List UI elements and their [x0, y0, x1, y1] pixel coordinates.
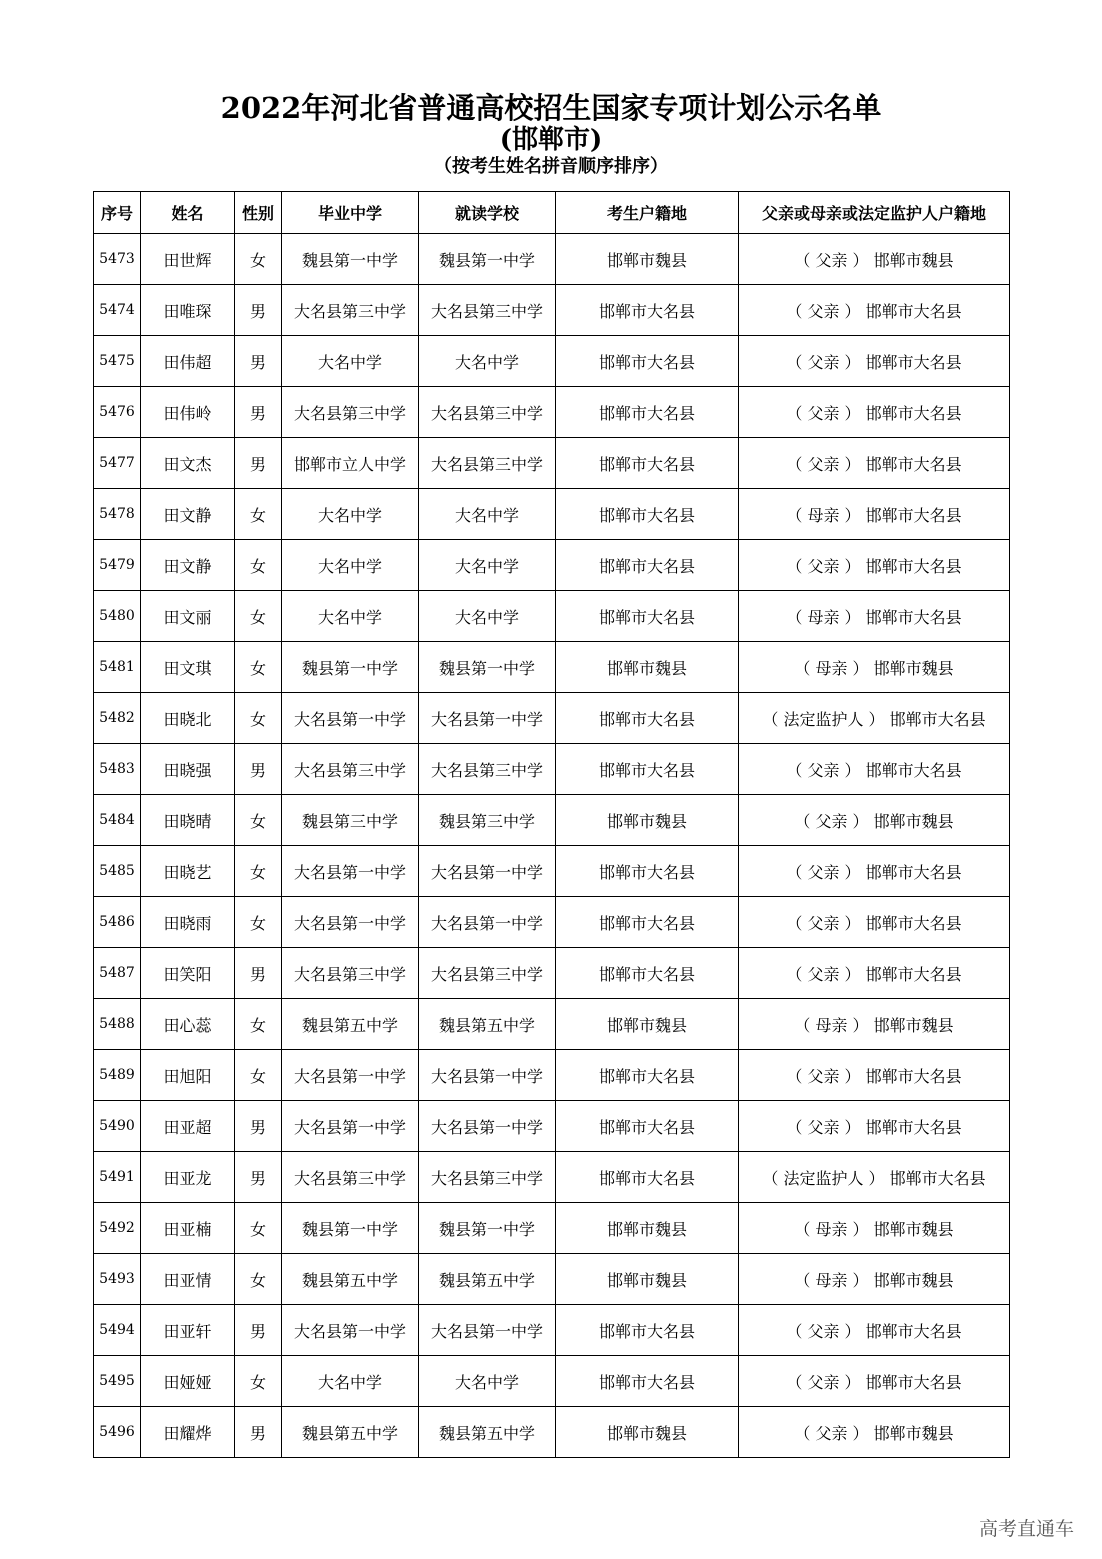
- cell-current-school: 魏县第五中学: [419, 1254, 556, 1305]
- cell-gender: 女: [235, 234, 282, 285]
- cell-name: 田文静: [141, 489, 235, 540]
- cell-current-school: 魏县第三中学: [419, 795, 556, 846]
- cell-graduate-school: 大名县第一中学: [282, 846, 419, 897]
- table-row: [94, 897, 1010, 948]
- cell-household: 邯郸市大名县: [556, 693, 739, 744]
- cell-gender: 男: [235, 438, 282, 489]
- header-seq: 序号: [94, 192, 141, 234]
- cell-name: 田伟岭: [141, 387, 235, 438]
- cell-gender: 男: [235, 387, 282, 438]
- cell-gender: 男: [235, 336, 282, 387]
- cell-name: 田旭阳: [141, 1050, 235, 1101]
- cell-current-school: 大名中学: [419, 489, 556, 540]
- cell-seq: 5477: [94, 438, 141, 489]
- cell-gender: 男: [235, 744, 282, 795]
- cell-seq: 5496: [94, 1407, 141, 1458]
- cell-name: 田晓北: [141, 693, 235, 744]
- cell-gender: 女: [235, 999, 282, 1050]
- cell-graduate-school: 魏县第五中学: [282, 999, 419, 1050]
- cell-graduate-school: 大名县第三中学: [282, 948, 419, 999]
- cell-guardian-household: （ 父亲 ） 邯郸市魏县: [739, 1407, 1010, 1458]
- table-row: [94, 387, 1010, 438]
- cell-seq: 5486: [94, 897, 141, 948]
- cell-seq: 5487: [94, 948, 141, 999]
- cell-household: 邯郸市大名县: [556, 540, 739, 591]
- cell-household: 邯郸市大名县: [556, 1050, 739, 1101]
- cell-name: 田亚轩: [141, 1305, 235, 1356]
- table-row: [94, 1101, 1010, 1152]
- cell-name: 田亚情: [141, 1254, 235, 1305]
- cell-household: 邯郸市大名县: [556, 285, 739, 336]
- cell-graduate-school: 大名中学: [282, 336, 419, 387]
- cell-gender: 女: [235, 846, 282, 897]
- cell-graduate-school: 大名县第一中学: [282, 1050, 419, 1101]
- cell-current-school: 大名中学: [419, 1356, 556, 1407]
- cell-graduate-school: 大名县第三中学: [282, 744, 419, 795]
- cell-name: 田心蕊: [141, 999, 235, 1050]
- cell-name: 田晓雨: [141, 897, 235, 948]
- table-row: [94, 1356, 1010, 1407]
- cell-gender: 男: [235, 1305, 282, 1356]
- header-guardian-household: 父亲或母亲或法定监护人户籍地: [739, 192, 1010, 234]
- cell-guardian-household: （ 父亲 ） 邯郸市大名县: [739, 1050, 1010, 1101]
- cell-guardian-household: （ 父亲 ） 邯郸市大名县: [739, 846, 1010, 897]
- cell-name: 田晓强: [141, 744, 235, 795]
- cell-name: 田文丽: [141, 591, 235, 642]
- cell-graduate-school: 大名中学: [282, 489, 419, 540]
- table-row: [94, 999, 1010, 1050]
- cell-guardian-household: （ 母亲 ） 邯郸市魏县: [739, 642, 1010, 693]
- cell-seq: 5484: [94, 795, 141, 846]
- header-household: 考生户籍地: [556, 192, 739, 234]
- cell-seq: 5475: [94, 336, 141, 387]
- cell-current-school: 大名县第三中学: [419, 744, 556, 795]
- cell-gender: 女: [235, 540, 282, 591]
- cell-household: 邯郸市大名县: [556, 336, 739, 387]
- cell-gender: 男: [235, 1407, 282, 1458]
- cell-name: 田文杰: [141, 438, 235, 489]
- cell-guardian-household: （ 法定监护人 ） 邯郸市大名县: [739, 1152, 1010, 1203]
- cell-current-school: 大名县第一中学: [419, 897, 556, 948]
- header-gender: 性别: [235, 192, 282, 234]
- cell-guardian-household: （ 母亲 ） 邯郸市大名县: [739, 489, 1010, 540]
- sort-note: （按考生姓名拼音顺序排序）: [434, 156, 668, 177]
- cell-name: 田唯琛: [141, 285, 235, 336]
- cell-current-school: 大名县第一中学: [419, 1101, 556, 1152]
- cell-name: 田文静: [141, 540, 235, 591]
- cell-graduate-school: 大名县第三中学: [282, 1152, 419, 1203]
- cell-graduate-school: 魏县第一中学: [282, 642, 419, 693]
- cell-graduate-school: 大名县第三中学: [282, 387, 419, 438]
- cell-current-school: 大名县第三中学: [419, 1152, 556, 1203]
- cell-household: 邯郸市大名县: [556, 438, 739, 489]
- cell-household: 邯郸市大名县: [556, 846, 739, 897]
- cell-guardian-household: （ 母亲 ） 邯郸市魏县: [739, 1203, 1010, 1254]
- table-row: [94, 336, 1010, 387]
- cell-household: 邯郸市魏县: [556, 642, 739, 693]
- cell-gender: 男: [235, 285, 282, 336]
- table-header: [94, 192, 1010, 234]
- page-subtitle: (邯郸市): [499, 125, 603, 155]
- cell-household: 邯郸市大名县: [556, 948, 739, 999]
- cell-seq: 5482: [94, 693, 141, 744]
- cell-guardian-household: （ 父亲 ） 邯郸市大名县: [739, 897, 1010, 948]
- cell-guardian-household: （ 母亲 ） 邯郸市大名县: [739, 591, 1010, 642]
- cell-seq: 5492: [94, 1203, 141, 1254]
- table-row: [94, 1203, 1010, 1254]
- cell-guardian-household: （ 父亲 ） 邯郸市大名县: [739, 285, 1010, 336]
- table-body: [94, 234, 1010, 1458]
- cell-graduate-school: 大名县第一中学: [282, 897, 419, 948]
- cell-current-school: 魏县第一中学: [419, 1203, 556, 1254]
- cell-seq: 5476: [94, 387, 141, 438]
- cell-graduate-school: 魏县第一中学: [282, 1203, 419, 1254]
- cell-seq: 5474: [94, 285, 141, 336]
- cell-gender: 女: [235, 1356, 282, 1407]
- cell-guardian-household: （ 父亲 ） 邯郸市大名县: [739, 1101, 1010, 1152]
- cell-graduate-school: 大名县第一中学: [282, 693, 419, 744]
- cell-seq: 5479: [94, 540, 141, 591]
- cell-current-school: 魏县第一中学: [419, 642, 556, 693]
- table-row: [94, 642, 1010, 693]
- cell-household: 邯郸市大名县: [556, 744, 739, 795]
- cell-name: 田晓晴: [141, 795, 235, 846]
- cell-household: 邯郸市大名县: [556, 1305, 739, 1356]
- cell-graduate-school: 大名县第一中学: [282, 1101, 419, 1152]
- cell-household: 邯郸市大名县: [556, 591, 739, 642]
- cell-current-school: 大名县第一中学: [419, 846, 556, 897]
- cell-current-school: 魏县第一中学: [419, 234, 556, 285]
- cell-guardian-household: （ 父亲 ） 邯郸市大名县: [739, 387, 1010, 438]
- cell-name: 田世辉: [141, 234, 235, 285]
- table-row: [94, 795, 1010, 846]
- cell-gender: 女: [235, 489, 282, 540]
- cell-guardian-household: （ 父亲 ） 邯郸市魏县: [739, 795, 1010, 846]
- cell-current-school: 大名中学: [419, 540, 556, 591]
- cell-name: 田伟超: [141, 336, 235, 387]
- table-row: [94, 540, 1010, 591]
- cell-graduate-school: 邯郸市立人中学: [282, 438, 419, 489]
- cell-current-school: 魏县第五中学: [419, 1407, 556, 1458]
- table-row: [94, 1407, 1010, 1458]
- cell-current-school: 大名县第一中学: [419, 1305, 556, 1356]
- cell-guardian-household: （ 法定监护人 ） 邯郸市大名县: [739, 693, 1010, 744]
- cell-seq: 5483: [94, 744, 141, 795]
- header-name: 姓名: [141, 192, 235, 234]
- cell-gender: 女: [235, 1050, 282, 1101]
- table-row: [94, 285, 1010, 336]
- cell-seq: 5493: [94, 1254, 141, 1305]
- cell-current-school: 魏县第五中学: [419, 999, 556, 1050]
- cell-current-school: 大名县第三中学: [419, 438, 556, 489]
- cell-seq: 5495: [94, 1356, 141, 1407]
- cell-seq: 5481: [94, 642, 141, 693]
- roster-table: [93, 191, 1010, 1458]
- cell-seq: 5494: [94, 1305, 141, 1356]
- cell-guardian-household: （ 父亲 ） 邯郸市大名县: [739, 1305, 1010, 1356]
- page-title: 2022年河北省普通高校招生国家专项计划公示名单: [220, 91, 882, 125]
- cell-gender: 女: [235, 591, 282, 642]
- table-row: [94, 744, 1010, 795]
- cell-name: 田亚龙: [141, 1152, 235, 1203]
- cell-current-school: 大名中学: [419, 336, 556, 387]
- cell-current-school: 大名县第三中学: [419, 285, 556, 336]
- cell-graduate-school: 大名中学: [282, 591, 419, 642]
- cell-seq: 5480: [94, 591, 141, 642]
- cell-graduate-school: 大名县第一中学: [282, 1305, 419, 1356]
- cell-gender: 男: [235, 1152, 282, 1203]
- cell-name: 田亚楠: [141, 1203, 235, 1254]
- cell-graduate-school: 大名县第三中学: [282, 285, 419, 336]
- cell-household: 邯郸市大名县: [556, 387, 739, 438]
- cell-gender: 女: [235, 1203, 282, 1254]
- cell-graduate-school: 魏县第三中学: [282, 795, 419, 846]
- cell-guardian-household: （ 父亲 ） 邯郸市大名县: [739, 438, 1010, 489]
- cell-household: 邯郸市魏县: [556, 234, 739, 285]
- cell-household: 邯郸市魏县: [556, 1203, 739, 1254]
- cell-name: 田晓艺: [141, 846, 235, 897]
- cell-current-school: 大名中学: [419, 591, 556, 642]
- cell-gender: 女: [235, 642, 282, 693]
- header-row: [94, 192, 1010, 234]
- cell-guardian-household: （ 父亲 ） 邯郸市魏县: [739, 234, 1010, 285]
- cell-guardian-household: （ 母亲 ） 邯郸市魏县: [739, 999, 1010, 1050]
- header-current-school: 就读学校: [419, 192, 556, 234]
- cell-graduate-school: 大名中学: [282, 540, 419, 591]
- cell-household: 邯郸市大名县: [556, 1152, 739, 1203]
- cell-guardian-household: （ 父亲 ） 邯郸市大名县: [739, 540, 1010, 591]
- cell-household: 邯郸市大名县: [556, 1356, 739, 1407]
- cell-name: 田亚超: [141, 1101, 235, 1152]
- cell-seq: 5491: [94, 1152, 141, 1203]
- cell-graduate-school: 魏县第五中学: [282, 1254, 419, 1305]
- table-row: [94, 1050, 1010, 1101]
- cell-current-school: 大名县第一中学: [419, 693, 556, 744]
- table-row: [94, 1305, 1010, 1356]
- cell-household: 邯郸市大名县: [556, 489, 739, 540]
- table-row: [94, 948, 1010, 999]
- cell-gender: 女: [235, 795, 282, 846]
- table-row: [94, 591, 1010, 642]
- cell-current-school: 大名县第三中学: [419, 387, 556, 438]
- cell-name: 田娅娅: [141, 1356, 235, 1407]
- cell-household: 邯郸市大名县: [556, 897, 739, 948]
- table-row: [94, 693, 1010, 744]
- table-row: [94, 489, 1010, 540]
- cell-gender: 女: [235, 1254, 282, 1305]
- cell-current-school: 大名县第三中学: [419, 948, 556, 999]
- cell-guardian-household: （ 父亲 ） 邯郸市大名县: [739, 744, 1010, 795]
- cell-current-school: 大名县第一中学: [419, 1050, 556, 1101]
- cell-seq: 5473: [94, 234, 141, 285]
- cell-gender: 男: [235, 1101, 282, 1152]
- cell-gender: 男: [235, 948, 282, 999]
- cell-household: 邯郸市魏县: [556, 999, 739, 1050]
- cell-name: 田笑阳: [141, 948, 235, 999]
- cell-graduate-school: 魏县第五中学: [282, 1407, 419, 1458]
- cell-seq: 5478: [94, 489, 141, 540]
- cell-graduate-school: 魏县第一中学: [282, 234, 419, 285]
- table-row: [94, 438, 1010, 489]
- table-row: [94, 234, 1010, 285]
- cell-guardian-household: （ 父亲 ） 邯郸市大名县: [739, 336, 1010, 387]
- cell-name: 田耀烨: [141, 1407, 235, 1458]
- cell-household: 邯郸市魏县: [556, 795, 739, 846]
- cell-gender: 女: [235, 897, 282, 948]
- header-graduate-school: 毕业中学: [282, 192, 419, 234]
- watermark-text: 高考直通车: [978, 1518, 1074, 1540]
- cell-guardian-household: （ 母亲 ） 邯郸市魏县: [739, 1254, 1010, 1305]
- cell-seq: 5490: [94, 1101, 141, 1152]
- cell-guardian-household: （ 父亲 ） 邯郸市大名县: [739, 1356, 1010, 1407]
- cell-name: 田文琪: [141, 642, 235, 693]
- cell-guardian-household: （ 父亲 ） 邯郸市大名县: [739, 948, 1010, 999]
- cell-graduate-school: 大名中学: [282, 1356, 419, 1407]
- cell-household: 邯郸市大名县: [556, 1101, 739, 1152]
- table-row: [94, 1254, 1010, 1305]
- cell-household: 邯郸市魏县: [556, 1407, 739, 1458]
- cell-household: 邯郸市魏县: [556, 1254, 739, 1305]
- table-row: [94, 846, 1010, 897]
- cell-seq: 5488: [94, 999, 141, 1050]
- table-row: [94, 1152, 1010, 1203]
- cell-gender: 女: [235, 693, 282, 744]
- cell-seq: 5485: [94, 846, 141, 897]
- cell-seq: 5489: [94, 1050, 141, 1101]
